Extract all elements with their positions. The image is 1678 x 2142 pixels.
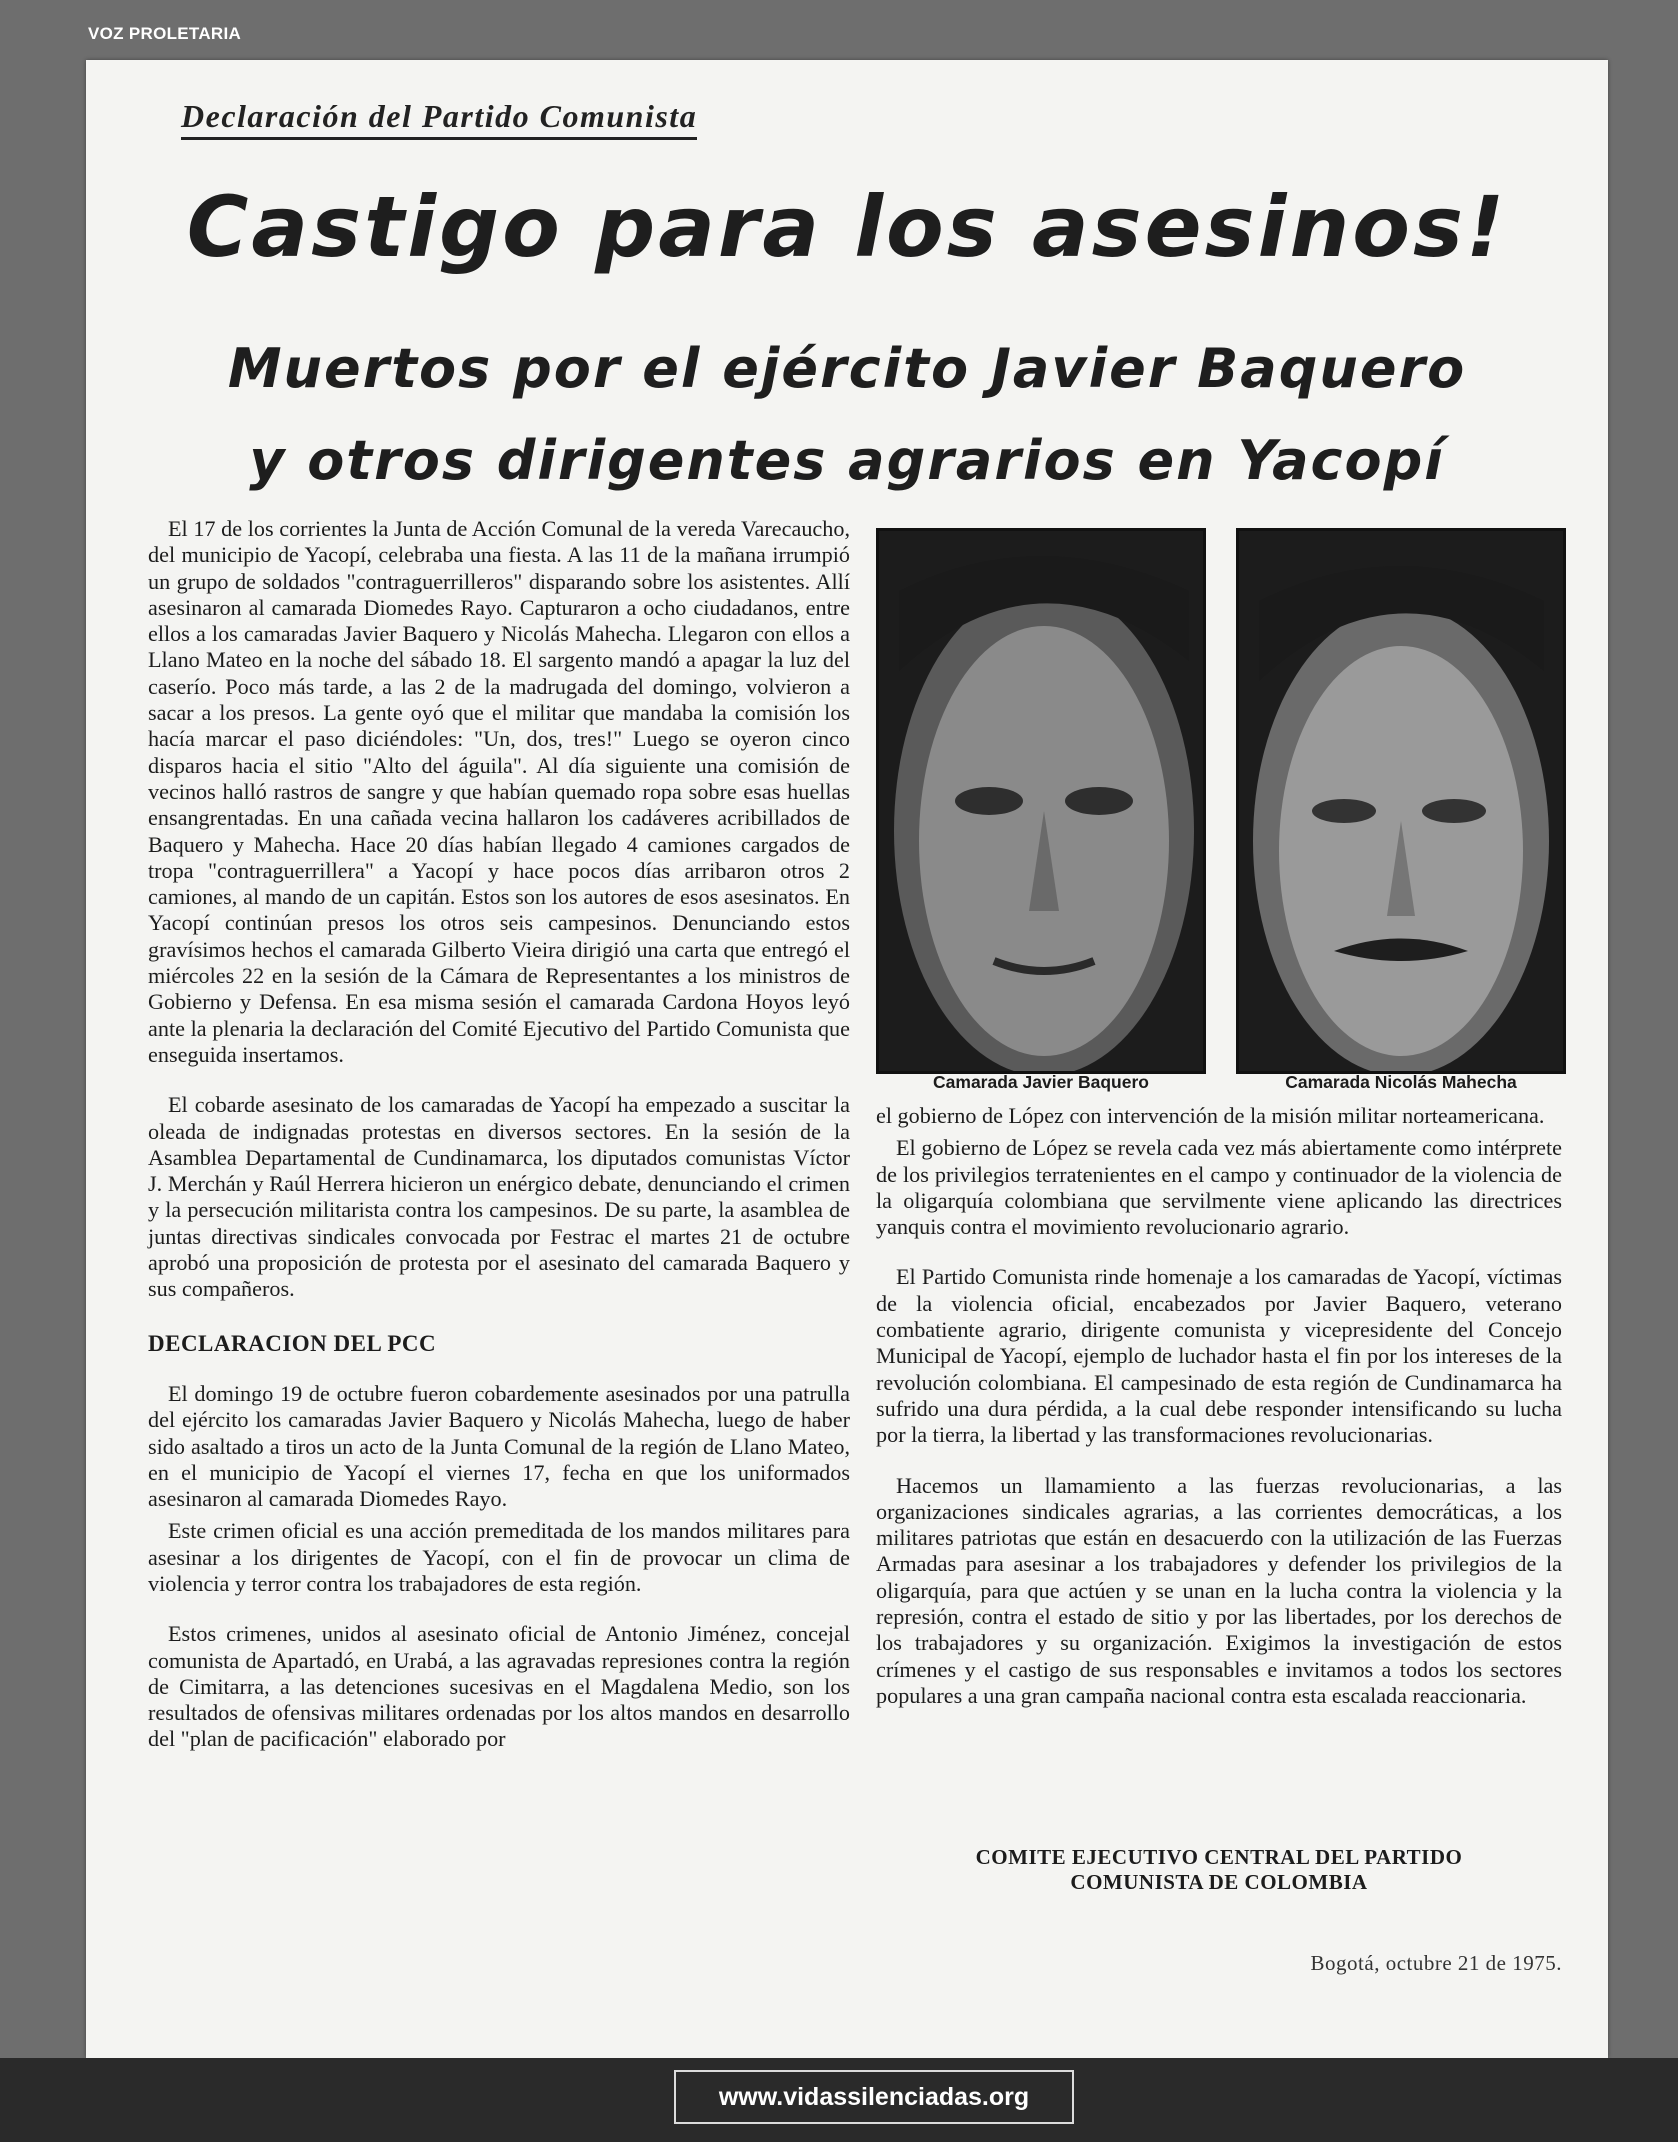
signature-line: COMITE EJECUTIVO CENTRAL DEL PARTIDO — [975, 1845, 1463, 1869]
body-paragraph: El gobierno de López se revela cada vez más abiertamente como intérprete de los privilegios terratenientes en el campo y continuador de la violencia de la oligarquía colombiana que servilmente viene aplicando las directrices yanquis contra el movimiento revolucionario agrario. — [876, 1135, 1562, 1240]
body-paragraph: El domingo 19 de octubre fueron cobardemente asesinados por una patrulla del ejército los camaradas Javier Baquero y Nicolás Mahecha, luego de haber sido asaltado a tiros un acto de la Junta Comunal de la región de Llano Mateo, en el municipio de Yacopí el viernes 17, fecha en que los uniformados asesinaron al camarada Diomedes Rayo. — [148, 1380, 850, 1512]
body-paragraph: el gobierno de López con intervención de la misión militar norteamericana. — [876, 1103, 1545, 1128]
signature-line: COMUNISTA DE COLOMBIA — [1070, 1870, 1368, 1894]
newspaper-clipping — [86, 60, 1608, 2058]
subheadline — [86, 323, 1608, 507]
signature-block — [876, 1845, 1562, 1895]
body-paragraph: Estos crimenes, unidos al asesinato oficial de Antonio Jiménez, concejal comunista de Apartadó, en Urabá, a las agravadas represiones contra la región de Cimitarra, a las detenciones sucesivas en el Magdalena Medio, son los resultados de ofensivas militares ordenadas por los altos mandos en desarrollo del "plan de pacificación" elaborado por — [148, 1621, 850, 1752]
portrait-image — [879, 531, 1203, 1071]
right-column — [876, 1103, 1562, 1709]
body-paragraph: Este crimen oficial es una acción premeditada de los mandos militares para asesinar a los dirigentes de Yacopí, con el fin de provocar un clima de violencia y terror contra los trabajadores de esta región. — [148, 1518, 850, 1596]
kicker: Declaración del Partido Comunista — [181, 98, 697, 140]
photo-caption: Camarada Javier Baquero — [933, 1072, 1149, 1092]
body-paragraph: El cobarde asesinato de los camaradas de Yacopí ha empezado a suscitar la oleada de indignadas protestas en diversos sectores. En la sesión de la Asamblea Departamental de Cundinamarca, los diputados comunistas Víctor J. Merchán y Raúl Herrera hicieron un enérgico debate, denunciando el crimen y la persecución militarista contra los campesinos. De su parte, la asamblea de juntas directivas sindicales convocada por Festrac el martes 21 de octubre aprobó una proposición de protesta por el asesinato del camarada Baquero y sus compañeros. — [148, 1092, 850, 1302]
body-paragraph: El 17 de los corrientes la Junta de Acción Comunal de la vereda Varecaucho, del municipio de Yacopí, celebraba una fiesta. A las 11 de la mañana irrumpió un grupo de soldados "contraguerrilleros" disparando sobre los asistentes. Allí asesinaron al camarada Diomedes Rayo. Capturaron a ocho ciudadanos, entre ellos a los camaradas Javier Baquero y Nicolás Mahecha. Llegaron con ellos a Llano Mateo en la noche del sábado 18. El sargento mandó a apagar la luz del caserío. Poco más tarde, a las 2 de la madrugada del domingo, volvieron a sacar a los presos. La gente oyó que el militar que mandaba la comisión los hacía marcar el paso diciéndoles: "Un, dos, tres!" Luego se oyeron cinco disparos hacia el sitio "Alto del águila". Al día siguiente una comisión de vecinos halló rastros de sangre y que habían quemado ropa sobre esas huellas ensangrentadas. En una cañada vecina hallaron los cadáveres acribillados de Baquero y Mahecha. Hace 20 días habían llegado 4 camiones cargados de tropa "contraguerrillera" a Yacopí y hace pocos días arribaron otros 2 camiones, al mando de un capitán. Estos son los autores de esos asesinatos. En Yacopí continúan presos los otros seis campesinos. Denunciando estos gravísimos hechos el camarada Gilberto Vieira dirigió una carta que entregó el miércoles 22 en la sesión de la Cámara de Representantes a los ministros de Gobierno y Defensa. En esa misma sesión el camarada Cardona Hoyos leyó ante la plenaria la declaración del Comité Ejecutivo del Partido Comunista que enseguida insertamos. — [148, 516, 850, 1067]
portrait-image — [1239, 531, 1563, 1071]
left-column — [148, 516, 850, 1753]
body-paragraph: El Partido Comunista rinde homenaje a los camaradas de Yacopí, víctimas de la violencia oficial, encabezados por Javier Baquero, veterano combatiente agrario, dirigente comunista y vicepresidente del Concejo Municipal de Yacopí, ejemplo de luchador hasta el fin por los intereses de la revolución colombiana. El campesinado de esta región de Cundinamarca ha sufrido una dura pérdida, a la cual debe responder intensificando su lucha por la tierra, la libertad y las transformaciones revolucionarias. — [876, 1264, 1562, 1448]
footer-bar — [0, 2058, 1678, 2142]
subhead-line-1: Muertos por el ejército Javier Baquero — [227, 337, 1467, 400]
portrait-photo-mahecha — [1236, 528, 1566, 1074]
publication-label: VOZ PROLETARIA — [88, 24, 242, 43]
headline: Castigo para los asesinos! — [186, 178, 1508, 276]
body-paragraph: Hacemos un llamamiento a las fuerzas revolucionarias, a las organizaciones sindicales agrarias, a las corrientes democráticas, a los militares patriotas que están en desacuerdo con la utilización de las Fuerzas Armadas para asesinar a los trabajadores y defender los privilegios de la oligarquía, para que actúen y se unan en la lucha contra la violencia y la represión, contra el estado de sitio y por las libertades, por los derechos de los trabajadores y su organización. Exigimos la investigación de estos crímenes y el castigo de sus responsables e invitamos a todos los sectores populares a una gran campaña nacional contra esta escalada reaccionaria. — [876, 1472, 1562, 1708]
subhead-line-2: y otros dirigentes agrarios en Yacopí — [249, 429, 1445, 492]
portrait-photo-baquero — [876, 528, 1206, 1074]
section-heading: DECLARACION DEL PCC — [148, 1330, 437, 1356]
dateline: Bogotá, octubre 21 de 1975. — [1310, 1951, 1562, 1975]
photo-caption: Camarada Nicolás Mahecha — [1285, 1072, 1517, 1092]
website-link[interactable]: www.vidassilenciadas.org — [674, 2070, 1074, 2124]
